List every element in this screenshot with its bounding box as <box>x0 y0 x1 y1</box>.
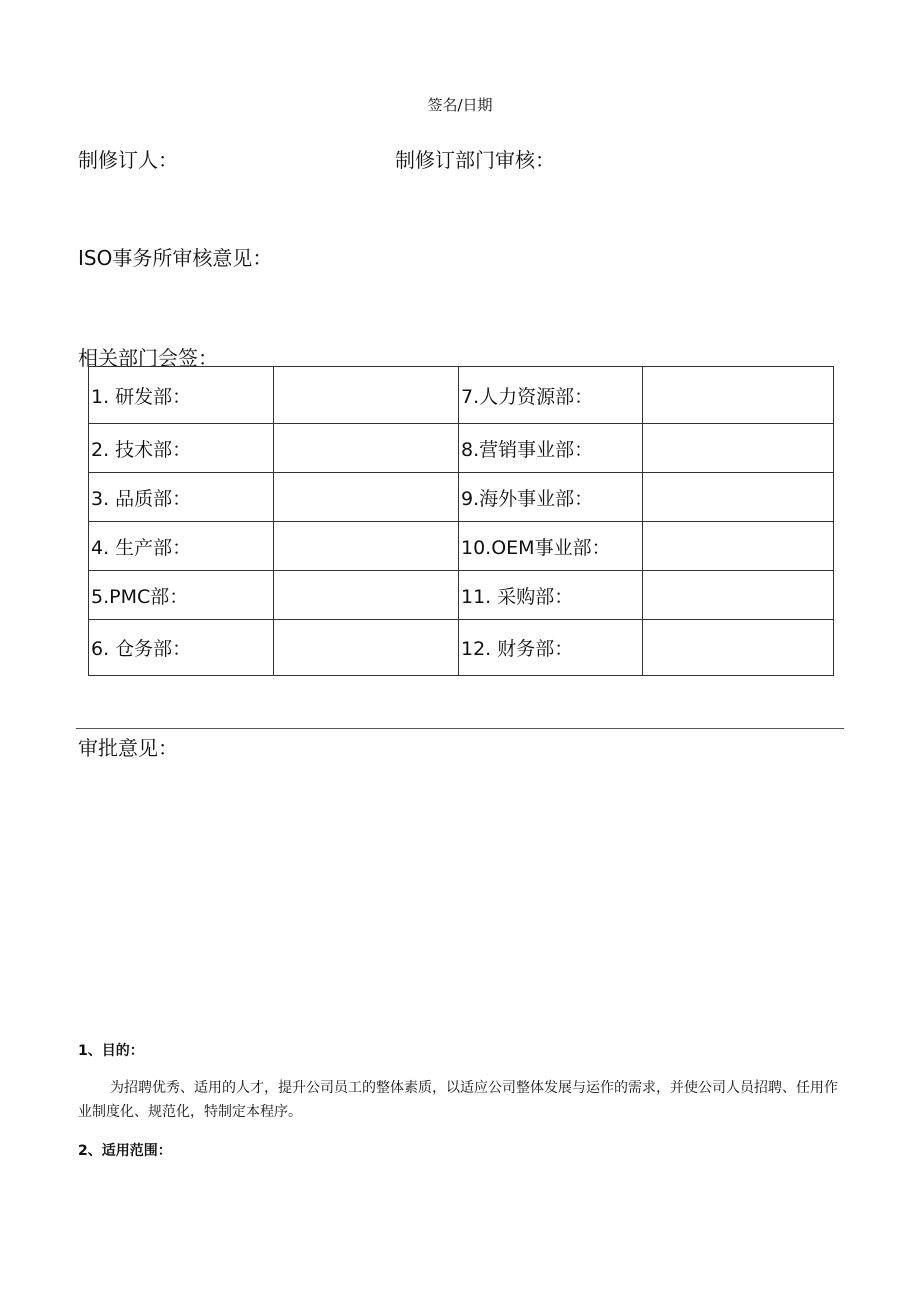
table-row <box>89 367 834 424</box>
purpose-paragraph <box>78 1076 842 1124</box>
dept-signature-cell[interactable] <box>643 620 834 676</box>
dept-signature-cell[interactable] <box>643 522 834 571</box>
section-divider <box>76 728 844 729</box>
purpose-text: 为招聘优秀、适用的人才，提升公司员工的整体素质，以适应公司整体发展与运作的需求，并使公司人员招聘、任用作业制度化、规范化，特制定本程序。 <box>78 1080 838 1120</box>
department-signoff-table <box>88 366 834 676</box>
dept-name-cell: 7.人力资源部： <box>459 367 643 424</box>
table-row <box>89 473 834 522</box>
purpose-heading: 1、目的： <box>78 1043 144 1059</box>
dept-name-cell: 1. 研发部： <box>89 367 274 424</box>
dept-name-cell: 11. 采购部： <box>459 571 643 620</box>
dept-signature-cell[interactable] <box>274 522 459 571</box>
dept-name-cell: 10.OEM事业部： <box>459 522 643 571</box>
dept-name-cell: 6. 仓务部： <box>89 620 274 676</box>
signature-date-label: 签名/日期 <box>427 96 493 114</box>
dept-name-cell: 3. 品质部： <box>89 473 274 522</box>
dept-signature-cell[interactable] <box>274 473 459 522</box>
preparer-label: 制修订人： <box>78 148 178 172</box>
dept-name-cell: 5.PMC部： <box>89 571 274 620</box>
dept-signature-cell[interactable] <box>274 424 459 473</box>
iso-opinion-label: ISO事务所审核意见： <box>78 246 273 270</box>
dept-name-cell: 2. 技术部： <box>89 424 274 473</box>
dept-name-cell: 9.海外事业部： <box>459 473 643 522</box>
dept-signature-cell[interactable] <box>643 571 834 620</box>
table-row <box>89 571 834 620</box>
dept-name-cell: 8.营销事业部： <box>459 424 643 473</box>
dept-review-label: 制修订部门审核： <box>395 148 555 172</box>
dept-signature-cell[interactable] <box>274 620 459 676</box>
dept-signature-cell[interactable] <box>274 571 459 620</box>
dept-signature-cell[interactable] <box>643 367 834 424</box>
table-row <box>89 620 834 676</box>
approval-label: 审批意见： <box>78 736 178 760</box>
scope-heading: 2、适用范围： <box>78 1143 172 1159</box>
dept-name-cell: 12. 财务部： <box>459 620 643 676</box>
dept-signature-cell[interactable] <box>643 473 834 522</box>
dept-name-cell: 4. 生产部： <box>89 522 274 571</box>
dept-signature-cell[interactable] <box>643 424 834 473</box>
table-row <box>89 424 834 473</box>
table-row <box>89 522 834 571</box>
countersign-label: 相关部门会签： <box>78 346 218 370</box>
dept-signature-cell[interactable] <box>274 367 459 424</box>
